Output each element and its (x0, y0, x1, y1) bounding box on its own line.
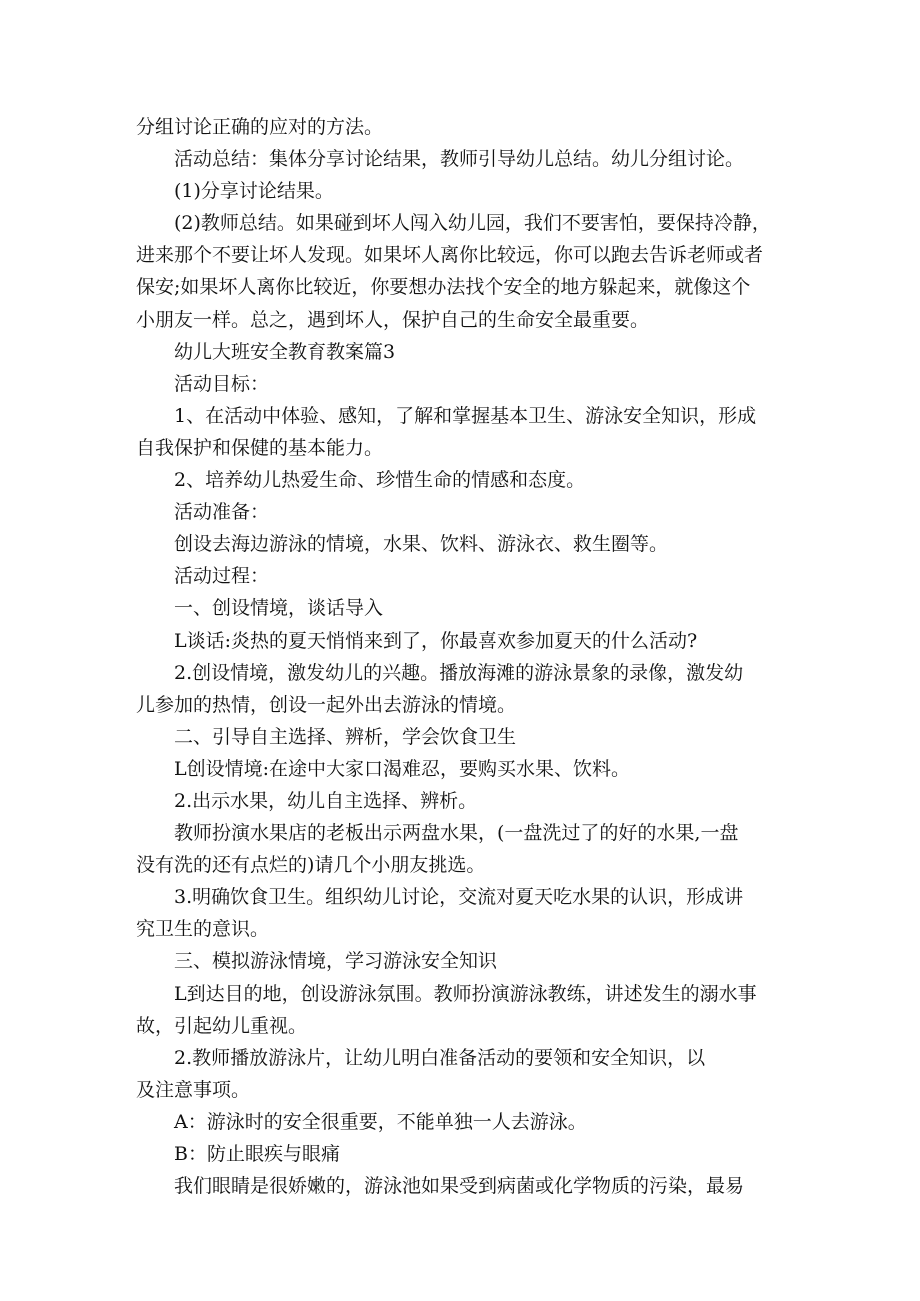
text-line: L谈话:炎热的夏天悄悄来到了，你最喜欢参加夏天的什么活动? (174, 629, 698, 652)
text-line: 活动过程： (174, 565, 270, 588)
text-line: L创设情境:在途中大家口渴难忍，要购买水果、饮料。 (174, 757, 631, 780)
text-line: 教师扮演水果店的老板出示两盘水果，(一盘洗过了的好的水果,一盘 (174, 822, 739, 845)
text-line: 3.明确饮食卫生。组织幼儿讨论，交流对夏天吃水果的认识，形成讲 (174, 886, 744, 909)
text-line: 2.出示水果，幼儿自主选择、辨析。 (174, 789, 478, 812)
text-line: 没有洗的还有点烂的)请几个小朋友挑选。 (136, 854, 486, 877)
text-line: 活动准备： (174, 501, 270, 524)
text-line: 活动总结：集体分享讨论结果，教师引导幼儿总结。幼儿分组讨论。 (174, 148, 745, 171)
text-line: A：游泳时的安全很重要，不能单独一人去游泳。 (174, 1110, 587, 1133)
text-line: 我们眼睛是很娇嫩的，游泳池如果受到病菌或化学物质的污染，最易 (174, 1175, 745, 1198)
text-line: 自我保护和保健的基本能力。 (136, 436, 384, 459)
text-line: 儿参加的热情，创设一起外出去游泳的情境。 (136, 693, 517, 716)
text-line: 进来那个不要让坏人发现。如果坏人离你比较远，你可以跑去告诉老师或者 (136, 244, 764, 267)
text-line: 二、引导自主选择、辨析，学会饮食卫生 (174, 725, 517, 748)
text-line: 究卫生的意识。 (136, 918, 270, 941)
text-line: 1、在活动中体验、感知，了解和掌握基本卫生、游泳安全知识，形成 (174, 404, 757, 427)
text-line: 创设去海边游泳的情境，水果、饮料、游泳衣、救生圈等。 (174, 533, 669, 556)
text-line: 活动目标： (174, 372, 270, 395)
document-body (136, 111, 796, 1202)
text-line: 保安;如果坏人离你比较近，你要想办法找个安全的地方躲起来，就像这个 (136, 276, 751, 299)
text-line: 一、创设情境，谈话导入 (174, 597, 384, 620)
text-line: (1)分享讨论结果。 (174, 180, 334, 203)
text-line: 分组讨论正确的应对的方法。 (136, 116, 384, 138)
text-line: 2.创设情境，激发幼儿的兴趣。播放海滩的游泳景象的录像，激发幼 (174, 661, 744, 684)
text-line: 2.教师播放游泳片，让幼儿明白准备活动的要领和安全知识，以 (174, 1046, 706, 1069)
text-line: L到达目的地，创设游泳氛围。教师扮演游泳教练，讲述发生的溺水事 (174, 982, 757, 1005)
text-line: (2)教师总结。如果碰到坏人闯入幼儿园，我们不要害怕，要保持冷静， (174, 212, 771, 235)
text-line: 故，引起幼儿重视。 (136, 1014, 308, 1037)
text-line: 2、培养幼儿热爱生命、珍惜生命的情感和态度。 (174, 469, 586, 492)
text-line: 小朋友一样。总之，遇到坏人，保护自己的生命安全最重要。 (136, 308, 650, 331)
section-heading: 幼儿大班安全教育教案篇3 (174, 340, 396, 363)
text-line: B：防止眼疾与眼痛 (174, 1143, 340, 1165)
text-line: 及注意事项。 (136, 1078, 251, 1101)
text-line: 三、模拟游泳情境，学习游泳安全知识 (174, 950, 498, 973)
